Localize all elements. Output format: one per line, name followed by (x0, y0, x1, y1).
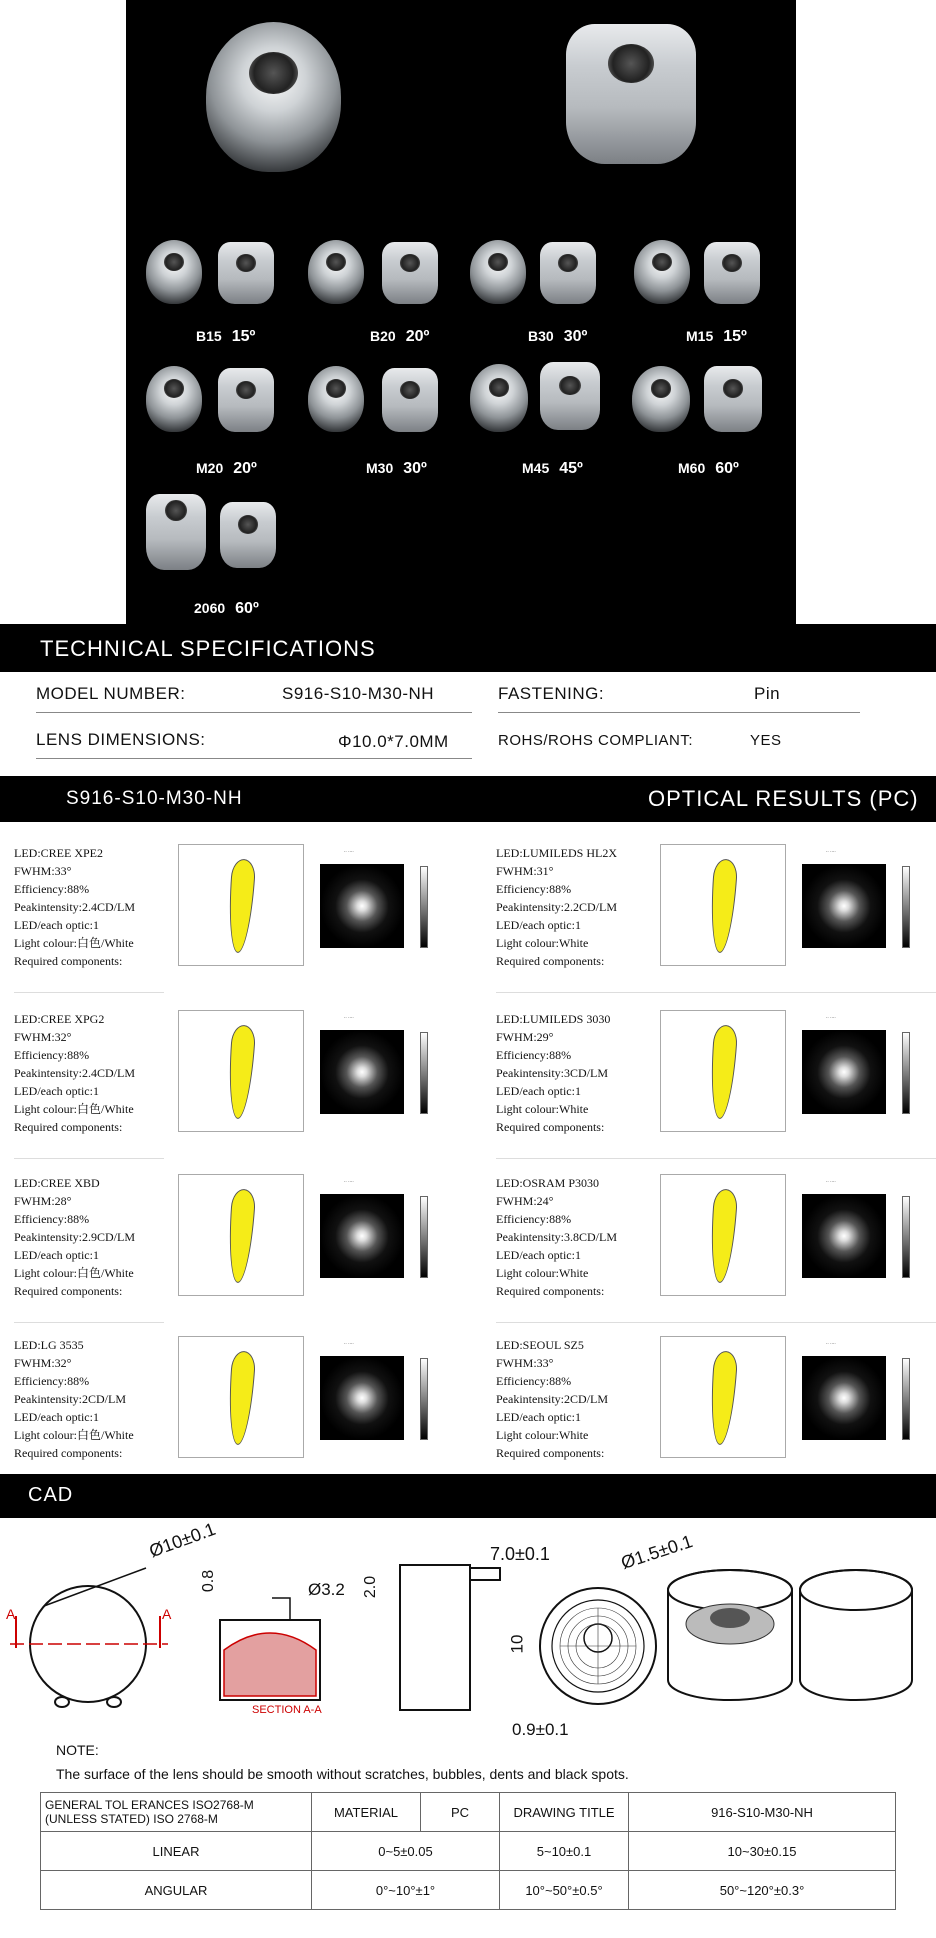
angular-cell: 0°~10°±1° (312, 1871, 500, 1910)
intensity-scale (420, 866, 428, 948)
light-spot (802, 864, 886, 948)
gallery-label: 2060 60º (194, 600, 259, 617)
light-distribution-lobe (708, 858, 738, 953)
hero-lens-left-image (206, 22, 341, 172)
lens-image (218, 368, 274, 432)
led-per-optic: LED/each optic:1 (496, 1248, 581, 1262)
dim-height: 0.8 (200, 1569, 218, 1593)
light-distribution-lobe (708, 1350, 738, 1445)
peak-intensity: Peakintensity:2.4CD/LM (14, 900, 135, 914)
product-gallery (126, 0, 796, 624)
lens-image (146, 366, 202, 432)
fwhm: FWHM:33° (496, 1356, 554, 1370)
gallery-label: M60 60º (678, 460, 739, 477)
required-components: Required components: (496, 1120, 605, 1134)
peak-intensity: Peakintensity:3.8CD/LM (496, 1230, 617, 1244)
drawing-title-value: 916-S10-M30-NH (629, 1793, 896, 1832)
dim-side: 10 (507, 1634, 527, 1654)
gallery-label: M15 15º (686, 328, 747, 345)
polar-diagram (178, 1010, 304, 1132)
fwhm: FWHM:32° (14, 1356, 72, 1370)
gallery-label: M30 30º (366, 460, 427, 477)
led-info (496, 1010, 661, 1136)
light-spot (802, 1194, 886, 1278)
light-colour: Light colour:White (496, 1102, 589, 1116)
led-name: LED:SEOUL SZ5 (496, 1338, 584, 1352)
model-number-label: MODEL NUMBER: (36, 684, 186, 703)
fwhm: FWHM:24° (496, 1194, 554, 1208)
optical-block (496, 1174, 936, 1304)
required-components: Required components: (496, 954, 605, 968)
polar-diagram (660, 844, 786, 966)
lens-image (308, 240, 364, 304)
illuminance-map: .. .... (796, 1012, 918, 1134)
required-components: Required components: (14, 1284, 123, 1298)
lens-image (632, 366, 690, 432)
fastening-value: Pin (754, 684, 781, 703)
required-components: Required components: (14, 1446, 123, 1460)
led-name: LED:CREE XPE2 (14, 846, 103, 860)
optical-block (14, 1010, 470, 1140)
fastening-label: FASTENING: (498, 684, 605, 703)
lens-image (540, 242, 596, 304)
illuminance-map: .. .... (796, 846, 918, 968)
light-distribution-lobe (708, 1024, 738, 1119)
fwhm: FWHM:33° (14, 864, 72, 878)
lens-image (146, 494, 206, 570)
polar-diagram (178, 1174, 304, 1296)
efficiency: Efficiency:88% (496, 1048, 572, 1062)
intensity-scale (902, 866, 910, 948)
fwhm: FWHM:29° (496, 1030, 554, 1044)
lens-image (470, 364, 528, 432)
peak-intensity: Peakintensity:2.2CD/LM (496, 900, 617, 914)
tech-spec-title: TECHNICAL SPECIFICATIONS (40, 636, 376, 661)
linear-cell: 10~30±0.15 (629, 1832, 896, 1871)
led-info (496, 1336, 661, 1462)
drawing-title-label: DRAWING TITLE (500, 1793, 629, 1832)
intensity-scale (420, 1032, 428, 1114)
light-distribution-lobe (226, 858, 256, 953)
efficiency: Efficiency:88% (496, 1212, 572, 1226)
peak-intensity: Peakintensity:3CD/LM (496, 1066, 608, 1080)
dim-length: 7.0±0.1 (490, 1544, 550, 1564)
dim-hole: Ø3.2 (308, 1580, 345, 1599)
divider (36, 758, 472, 759)
efficiency: Efficiency:88% (14, 1212, 90, 1226)
dim-small-diameter: Ø1.5±0.1 (618, 1531, 696, 1573)
rohs-label: ROHS/ROHS COMPLIANT: (498, 732, 694, 749)
dim-pin-height: 2.0 (362, 1575, 380, 1599)
angular-cell: 50°~120°±0.3° (629, 1871, 896, 1910)
lens-dimensions-value: Φ10.0*7.0MM (338, 732, 449, 751)
led-name: LED:CREE XBD (14, 1176, 100, 1190)
lens-image (218, 242, 274, 304)
led-per-optic: LED/each optic:1 (14, 1248, 99, 1262)
light-distribution-lobe (226, 1350, 256, 1445)
lens-image (704, 242, 760, 304)
led-per-optic: LED/each optic:1 (496, 918, 581, 932)
led-info (14, 844, 179, 970)
required-components: Required components: (496, 1284, 605, 1298)
illuminance-map: .. .... (314, 1338, 436, 1460)
section-mark-right: A (162, 1606, 172, 1622)
angular-label: ANGULAR (41, 1871, 312, 1910)
light-spot (320, 1194, 404, 1278)
material-label: MATERIAL (312, 1793, 421, 1832)
lens-image (382, 368, 438, 432)
peak-intensity: Peakintensity:2CD/LM (496, 1392, 608, 1406)
light-spot (320, 864, 404, 948)
efficiency: Efficiency:88% (496, 882, 572, 896)
section-label: SECTION A-A (252, 1704, 322, 1716)
dim-offset: 0.9±0.1 (512, 1720, 569, 1739)
lens-image (634, 240, 690, 304)
lens-image (704, 366, 762, 432)
divider (14, 1322, 164, 1323)
peak-intensity: Peakintensity:2.9CD/LM (14, 1230, 135, 1244)
gallery-label: M20 20º (196, 460, 257, 477)
led-name: LED:OSRAM P3030 (496, 1176, 600, 1190)
illuminance-map: .. .... (314, 1012, 436, 1134)
light-distribution-lobe (226, 1024, 256, 1119)
gallery-label: B15 15º (196, 328, 256, 345)
divider (36, 712, 472, 713)
optical-block (496, 1336, 936, 1466)
material-value: PC (421, 1793, 500, 1832)
tech-spec-header (0, 624, 936, 672)
led-name: LED:LUMILEDS 3030 (496, 1012, 611, 1026)
divider (498, 712, 860, 713)
gallery-label: B30 30º (528, 328, 588, 345)
cad-drawing (0, 1520, 936, 1730)
led-info (496, 1174, 661, 1300)
required-components: Required components: (14, 1120, 123, 1134)
polar-diagram (178, 844, 304, 966)
cad-title: CAD (28, 1484, 74, 1506)
gallery-label: M45 45º (522, 460, 583, 477)
fwhm: FWHM:31° (496, 864, 554, 878)
optical-model: S916-S10-M30-NH (66, 788, 243, 809)
led-info (14, 1010, 179, 1136)
led-per-optic: LED/each optic:1 (14, 1084, 99, 1098)
lens-image (540, 362, 600, 430)
light-colour: Light colour:白色/White (14, 936, 134, 950)
divider (496, 1158, 936, 1159)
optical-results-header (0, 776, 936, 822)
perspective-view-closed (800, 1570, 912, 1700)
lens-image (470, 240, 526, 304)
hero-lens-right-image (566, 24, 696, 164)
required-components: Required components: (496, 1446, 605, 1460)
illuminance-map: .. .... (796, 1176, 918, 1298)
optical-block (14, 1336, 470, 1466)
led-per-optic: LED/each optic:1 (496, 1410, 581, 1424)
led-per-optic: LED/each optic:1 (14, 918, 99, 932)
light-colour: Light colour:白色/White (14, 1102, 134, 1116)
polar-diagram (178, 1336, 304, 1458)
divider (14, 992, 164, 993)
note-label: NOTE: (56, 1742, 99, 1758)
efficiency: Efficiency:88% (14, 1374, 90, 1388)
polar-diagram (660, 1336, 786, 1458)
optical-results-title: OPTICAL RESULTS (PC) (648, 786, 919, 811)
fwhm: FWHM:32° (14, 1030, 72, 1044)
light-spot (802, 1030, 886, 1114)
linear-cell: 5~10±0.1 (500, 1832, 629, 1871)
light-colour: Light colour:White (496, 936, 589, 950)
model-number-value: S916-S10-M30-NH (282, 684, 435, 703)
intensity-scale (902, 1032, 910, 1114)
led-name: LED:CREE XPG2 (14, 1012, 105, 1026)
light-colour: Light colour:白色/White (14, 1266, 134, 1280)
tolerance-table (40, 1792, 896, 1910)
light-spot (802, 1356, 886, 1440)
tol-header: GENERAL TOL ERANCES ISO2768-M (UNLESS STATED) ISO 2768-M (41, 1793, 312, 1832)
illuminance-map: .. .... (796, 1338, 918, 1460)
illuminance-map: .. .... (314, 1176, 436, 1298)
light-distribution-lobe (226, 1188, 256, 1283)
light-spot (320, 1030, 404, 1114)
led-name: LED:LG 3535 (14, 1338, 84, 1352)
angular-cell: 10°~50°±0.5° (500, 1871, 629, 1910)
led-per-optic: LED/each optic:1 (14, 1410, 99, 1424)
section-mark-left: A (6, 1606, 16, 1622)
efficiency: Efficiency:88% (14, 1048, 90, 1062)
light-distribution-lobe (708, 1188, 738, 1283)
intensity-scale (420, 1196, 428, 1278)
polar-diagram (660, 1010, 786, 1132)
peak-intensity: Peakintensity:2.4CD/LM (14, 1066, 135, 1080)
lens-image (146, 240, 202, 304)
note-text: The surface of the lens should be smooth without scratches, bubbles, dents and black spots. (56, 1766, 629, 1782)
divider (496, 1322, 936, 1323)
light-colour: Light colour:白色/White (14, 1428, 134, 1442)
linear-label: LINEAR (41, 1832, 312, 1871)
divider (496, 992, 936, 993)
lens-image (308, 366, 364, 432)
light-colour: Light colour:White (496, 1266, 589, 1280)
gallery-label: B20 20º (370, 328, 430, 345)
lens-image (382, 242, 438, 304)
led-per-optic: LED/each optic:1 (496, 1084, 581, 1098)
dim-diameter: Ø10±0.1 (146, 1518, 219, 1562)
required-components: Required components: (14, 954, 123, 968)
intensity-scale (420, 1358, 428, 1440)
efficiency: Efficiency:88% (496, 1374, 572, 1388)
rohs-value: YES (750, 732, 782, 749)
optical-block (14, 844, 470, 974)
peak-intensity: Peakintensity:2CD/LM (14, 1392, 126, 1406)
led-info (14, 1336, 179, 1462)
led-info (496, 844, 661, 970)
optical-block (14, 1174, 470, 1304)
lens-image (220, 502, 276, 568)
fwhm: FWHM:28° (14, 1194, 72, 1208)
optical-block (496, 844, 936, 974)
lens-dimensions-label: LENS DIMENSIONS: (36, 730, 206, 749)
light-spot (320, 1356, 404, 1440)
intensity-scale (902, 1196, 910, 1278)
side-view-outline (400, 1565, 470, 1710)
linear-cell: 0~5±0.05 (312, 1832, 500, 1871)
optical-block (496, 1010, 936, 1140)
polar-diagram (660, 1174, 786, 1296)
light-colour: Light colour:White (496, 1428, 589, 1442)
illuminance-map: .. .... (314, 846, 436, 968)
divider (14, 1158, 164, 1159)
intensity-scale (902, 1358, 910, 1440)
efficiency: Efficiency:88% (14, 882, 90, 896)
led-info (14, 1174, 179, 1300)
led-name: LED:LUMILEDS HL2X (496, 846, 617, 860)
cad-header (0, 1474, 936, 1518)
